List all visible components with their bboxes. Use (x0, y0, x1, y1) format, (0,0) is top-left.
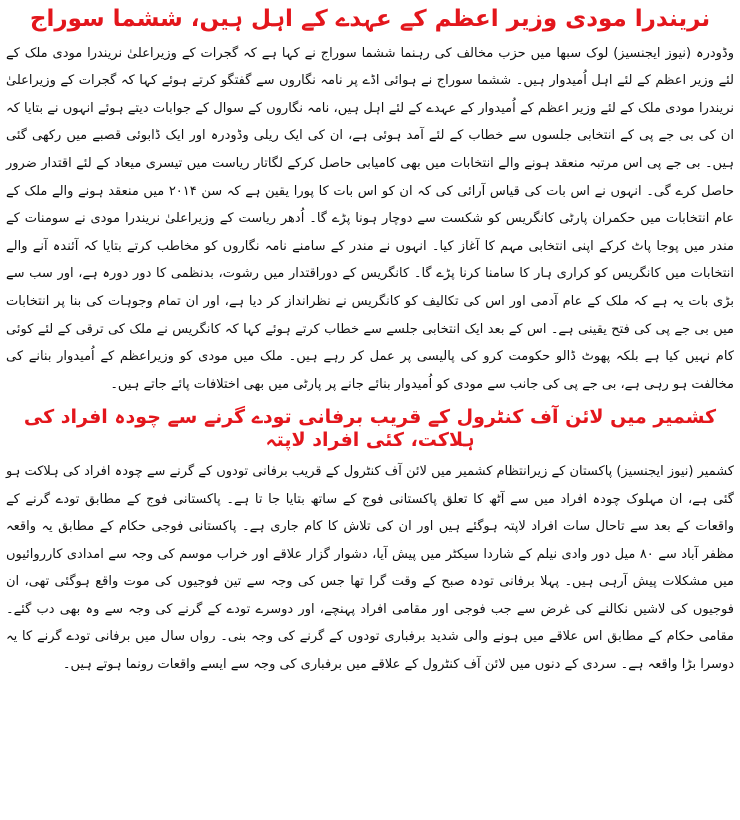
article-body-kashmir: کشمیر (نیوز ایجنسیز) پاکستان کے زیرانتظام کشمیر میں لائن آف کنٹرول کے قریب برفانی تودوں کے گرنے سے چودہ افراد کی ہلاکت ہو گئی ہے، ان مہلوک چودہ افراد میں سے آٹھ کا تعلق پاکستانی فوج کے ساتھ بتایا جا تا ہے۔ پاکستانی فوج کے مطابق تودے گرنے کے واقعات کے بعد سے تاحال سات افراد لاپتہ ہوگئے ہیں اور ان کی تلاش کا کام جاری ہے۔ پاکستانی فوجی حکام کے مطابق یہ واقعہ مظفر آباد سے ۸۰ میل دور وادی نیلم کے شاردا سیکٹر میں پیش آیا، دشوار گزار علاقے اور خراب موسم کی وجہ سے امدادی کارروائیوں میں مشکلات پیش آرہی ہیں۔ پہلا برفانی تودہ صبح کے وقت گرا تھا جس کی وجہ سے تین فوجیوں کی موت واقع ہوگئی تھی، ان فوجیوں کی لاشیں نکالنے کی غرض سے جب فوجی اور مقامی افراد پہنچے، اور دوسرے تودے کے گرنے کی وجہ سے وہ بھی دب گئے۔ مقامی حکام کے مطابق اس علاقے میں ہونے والی شدید برفباری تودوں کے گرنے کی وجہ بنی۔ رواں سال میں برفانی تودے گرنے کا یہ دوسرا بڑا واقعہ ہے۔ سردی کے دنوں میں لائن آف کنٹرول کے علاقے میں برفباری کی وجہ سے ایسے واقعات رونما ہوتے ہیں۔ (6, 463, 735, 673)
headline-modi-pm-candidate: نریندرا مودی وزیر اعظم کے عہدے کے اہل ہیں، ششما سوراج (29, 6, 711, 32)
headline-kashmir-avalanche: کشمیر میں لائن آف کنٹرول کے قریب برفانی تودے گرنے سے چودہ افراد کی ہلاکت، کئی افراد لاپتہ (23, 406, 717, 452)
article-body-modi: وڈودرہ (نیوز ایجنسیز) لوک سبھا میں حزب مخالف کی رہنما ششما سوراج نے کہا ہے کہ گجرات کے وزیراعلیٰ نریندرا مودی ملک کے لئے وزیر اعظم کے لئے اہل اُمیدوار ہیں۔ ششما سوراج نے ہوائی اڈے پر نامہ نگاروں سے گفتگو کرتے ہوئے کہا کہ گجرات کے وزیراعلیٰ نریندرا مودی ملک کے لئے وزیر اعظم کے اُمیدوار کے عہدے کے لئے اہل ہیں، نامہ نگاروں کے سوال کے جوابات دیتے ہوئے انہوں نے بتایا کہ ان کی بی جے پی کے انتخابی جلسوں سے خطاب کے لئے آمد ہوئی ہے، ان کی ایک ریلی وڈودرہ اور ایک ڈابوئی قصبے میں رکھی گئی ہیں۔ بی جے پی اس مرتبہ منعقد ہونے والے انتخابات میں بھی کامیابی حاصل کرکے لگاتار ریاست میں تیسری میعاد کے لئے اقتدار ضرور حاصل کرے گی۔ انہوں نے اس بات کی قیاس آرائی کی کہ ان کو اس بات کا پورا یقین ہے کہ سن ۲۰۱۴ میں منعقد ہونے والے ملک کے عام انتخابات میں حکمران پارٹی کانگریس کو شکست سے دوچار ہونا پڑے گا۔ اُدھر ریاست کے وزیراعلیٰ نریندرا مودی نے سومنات کے مندر میں پوجا پاٹ کرکے اپنی انتخابی مہم کا آغاز کیا۔ انہوں نے مندر کے سامنے نامہ نگاروں کو مخاطب کرتے بتایا کہ آئندہ آنے والے انتخابات میں کانگریس کو کراری ہار کا سامنا کرنا پڑے گا۔ کانگریس کے دوراقتدار میں رشوت، بدنظمی کا دور دورہ ہے، اور سب سے بڑی بات یہ ہے کہ ملک کے عام آدمی اور اس کی تکالیف کو کانگریس نے نظرانداز کر دیا ہے، اور ان تمام وجوہات کی بنا پر انتخابات میں بی جے پی کی فتح یقینی ہے۔ اس کے بعد ایک انتخابی جلسے سے خطاب کرتے ہوئے کہا کہ کانگریس نے ملک کی ترقی کے لئے کوئی کام نہیں کیا ہے بلکہ پھوٹ ڈالو حکومت کرو کی پالیسی پر عمل کر رہے ہیں۔ ملک میں مودی کو وزیراعظم کے اُمیدوار بنانے کی مخالفت ہو رہی ہے، بی جے پی کی جانب سے مودی کو اُمیدوار بنائے جانے پر پارٹی میں بھی اختلافات پائے جاتے ہیں۔ (6, 45, 734, 392)
